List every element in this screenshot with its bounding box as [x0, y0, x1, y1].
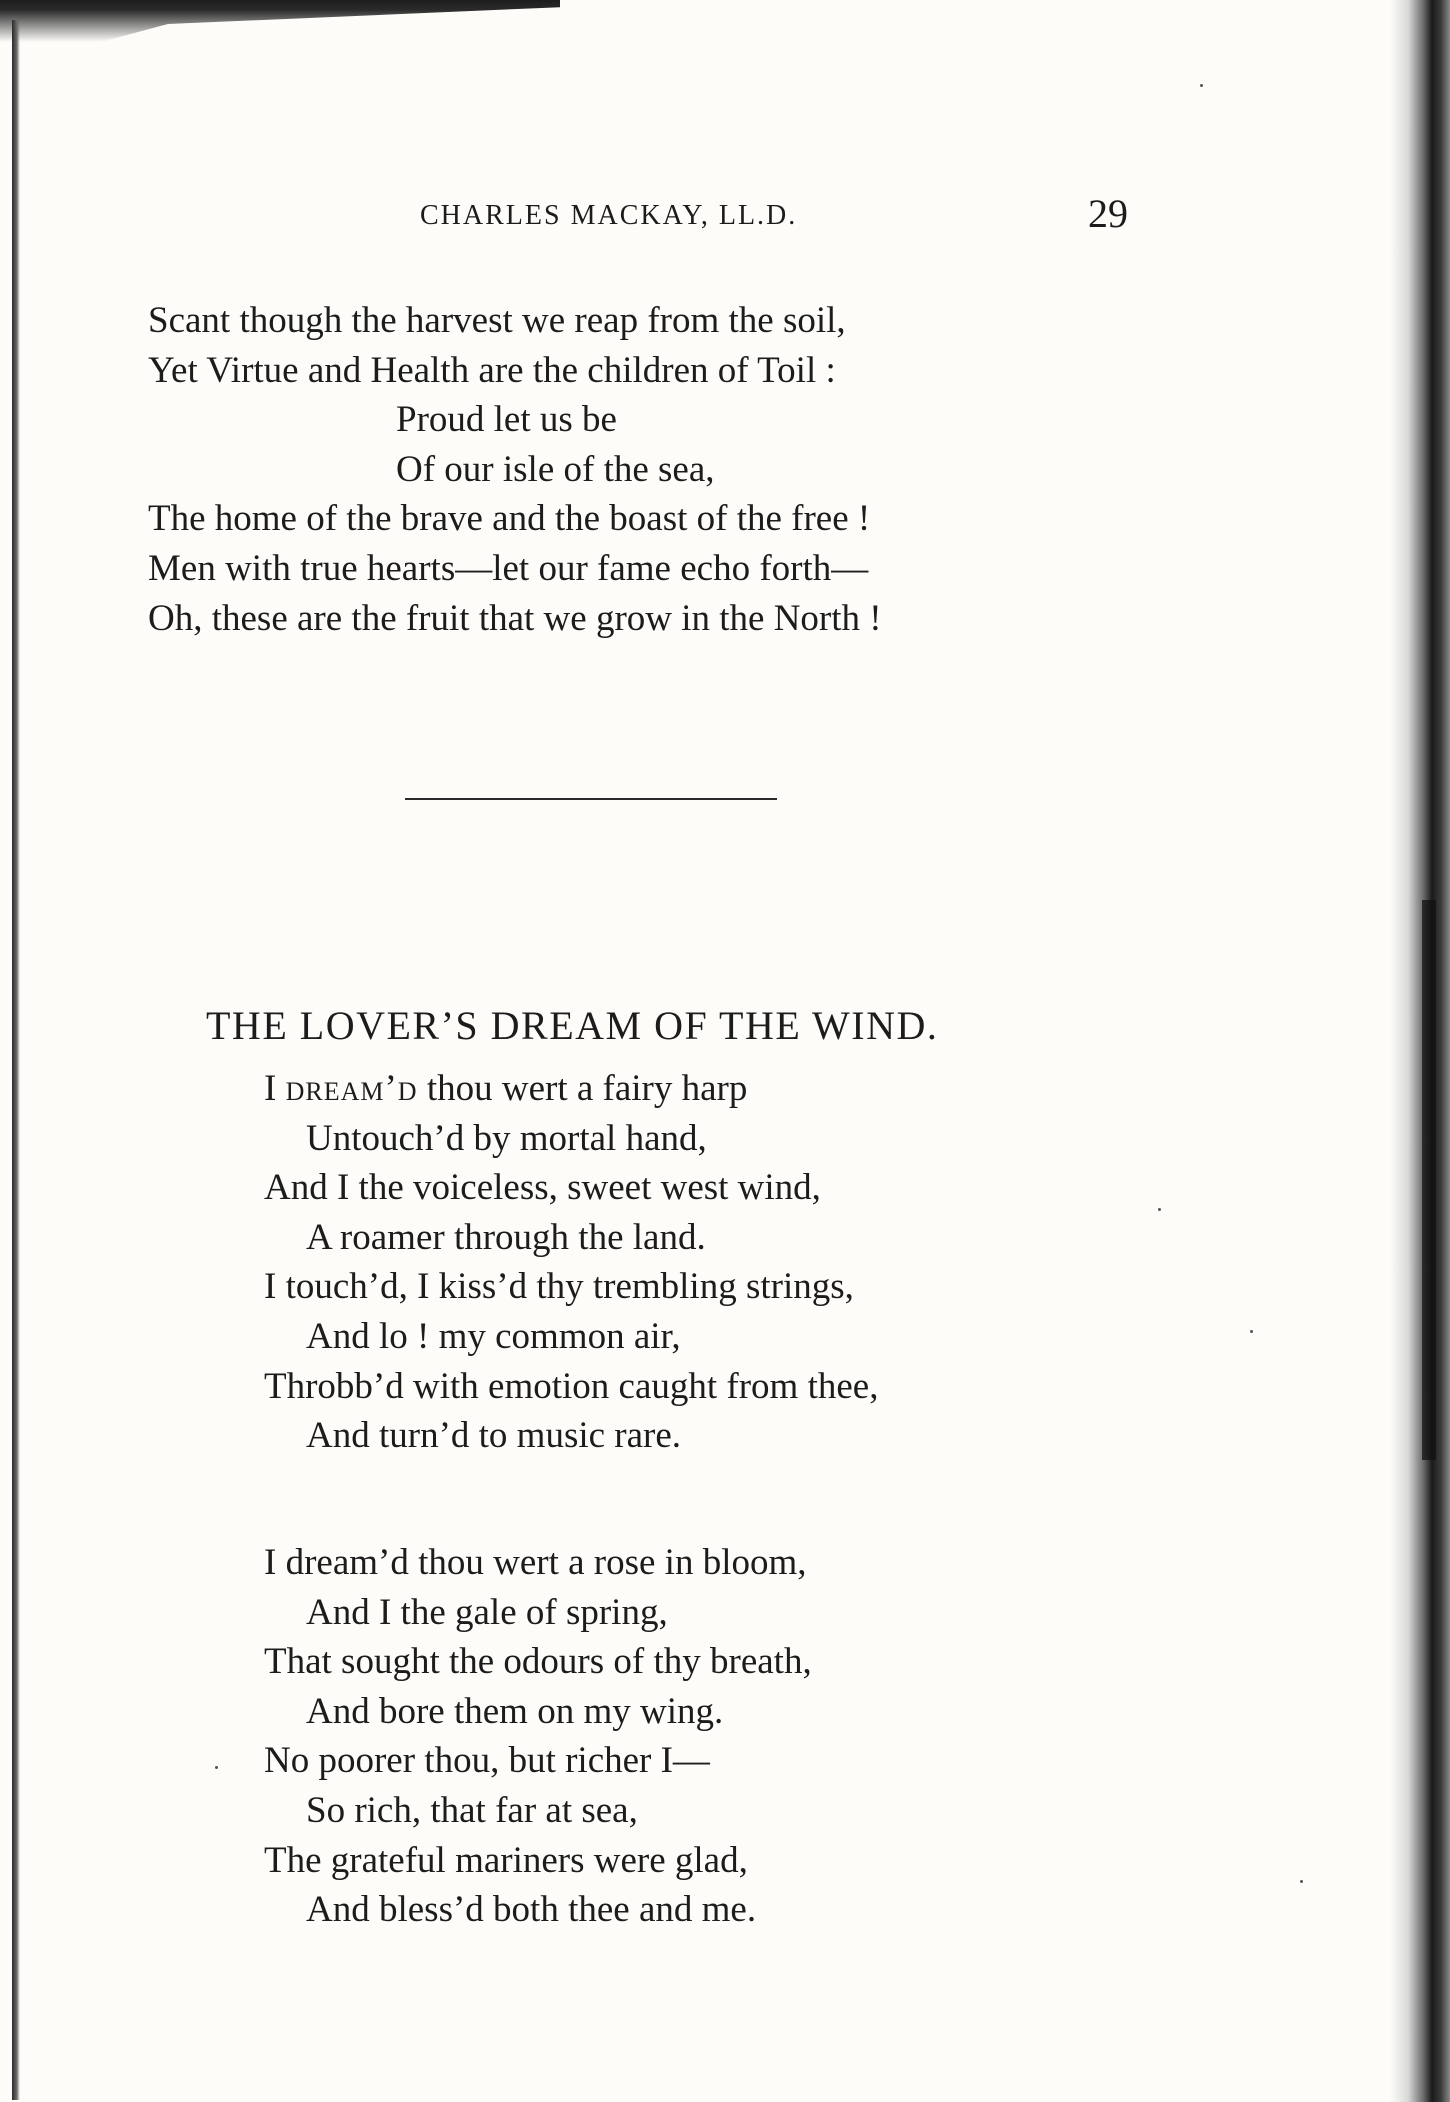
poem-line-first [264, 1064, 878, 1114]
dust-speck [215, 1766, 218, 1769]
running-head: CHARLES MACKAY, LL.D. [420, 200, 798, 231]
dust-speck [1158, 1208, 1161, 1211]
poem-line: And I the voiceless, sweet west wind, [264, 1167, 821, 1209]
poem-line: And bore them on my wing. [306, 1690, 724, 1732]
poem-line: Scant though the harvest we reap from the soil, [148, 300, 846, 341]
poem-line: I dream’d thou wert a rose in bloom, [264, 1542, 807, 1583]
scan-binding-edge-right [1390, 0, 1450, 2102]
dust-speck [1300, 1880, 1303, 1883]
dust-speck [1250, 1330, 1253, 1333]
poem-line: Proud let us be [396, 399, 617, 441]
scan-binding-edge-left [12, 20, 20, 2100]
section-divider [405, 798, 777, 800]
poem-line: The home of the brave and the boast of the free ! [148, 498, 871, 540]
poem-stanza-1 [264, 1064, 878, 1461]
dust-speck [1200, 84, 1203, 87]
poem-line: And I the gale of spring, [306, 1591, 668, 1633]
poem-line: The grateful mariners were glad, [264, 1839, 748, 1881]
poem-line: A roamer through the land. [306, 1216, 706, 1258]
poem-line: Throbb’d with emotion caught from thee, [264, 1365, 879, 1407]
poem-stanza-2 [264, 1538, 812, 1935]
first-word-small-caps: dream’d [285, 1068, 418, 1109]
poem-line: Oh, these are the fruit that we grow in the North ! [148, 597, 882, 639]
poem-line: No poorer thou, but richer I— [264, 1740, 710, 1782]
first-line-rest: thou wert a fairy harp [426, 1068, 748, 1109]
poem-line: And turn’d to music rare. [306, 1415, 682, 1457]
poem-line: I touch’d, I kiss’d thy trembling strings, [264, 1266, 854, 1308]
poem-line: And lo ! my common air, [306, 1315, 681, 1357]
poem-line: Untouch’d by mortal hand, [306, 1117, 707, 1159]
poem-line: So rich, that far at sea, [306, 1789, 638, 1831]
scan-shadow-top-left [0, 0, 560, 60]
poem-title: THE LOVER’S DREAM OF THE WIND. [206, 1003, 939, 1048]
page-number: 29 [1088, 191, 1128, 236]
scan-shadow-right [1422, 900, 1436, 1460]
first-letter: I [264, 1068, 277, 1109]
poem-line: Men with true hearts—let our fame echo forth— [148, 547, 869, 589]
continued-stanza [148, 296, 882, 643]
poem-line: Yet Virtue and Health are the children of Toil : [148, 349, 836, 391]
poem-line: That sought the odours of thy breath, [264, 1641, 812, 1683]
poem-line: Of our isle of the sea, [396, 448, 715, 490]
poem-line: And bless’d both thee and me. [306, 1889, 757, 1931]
